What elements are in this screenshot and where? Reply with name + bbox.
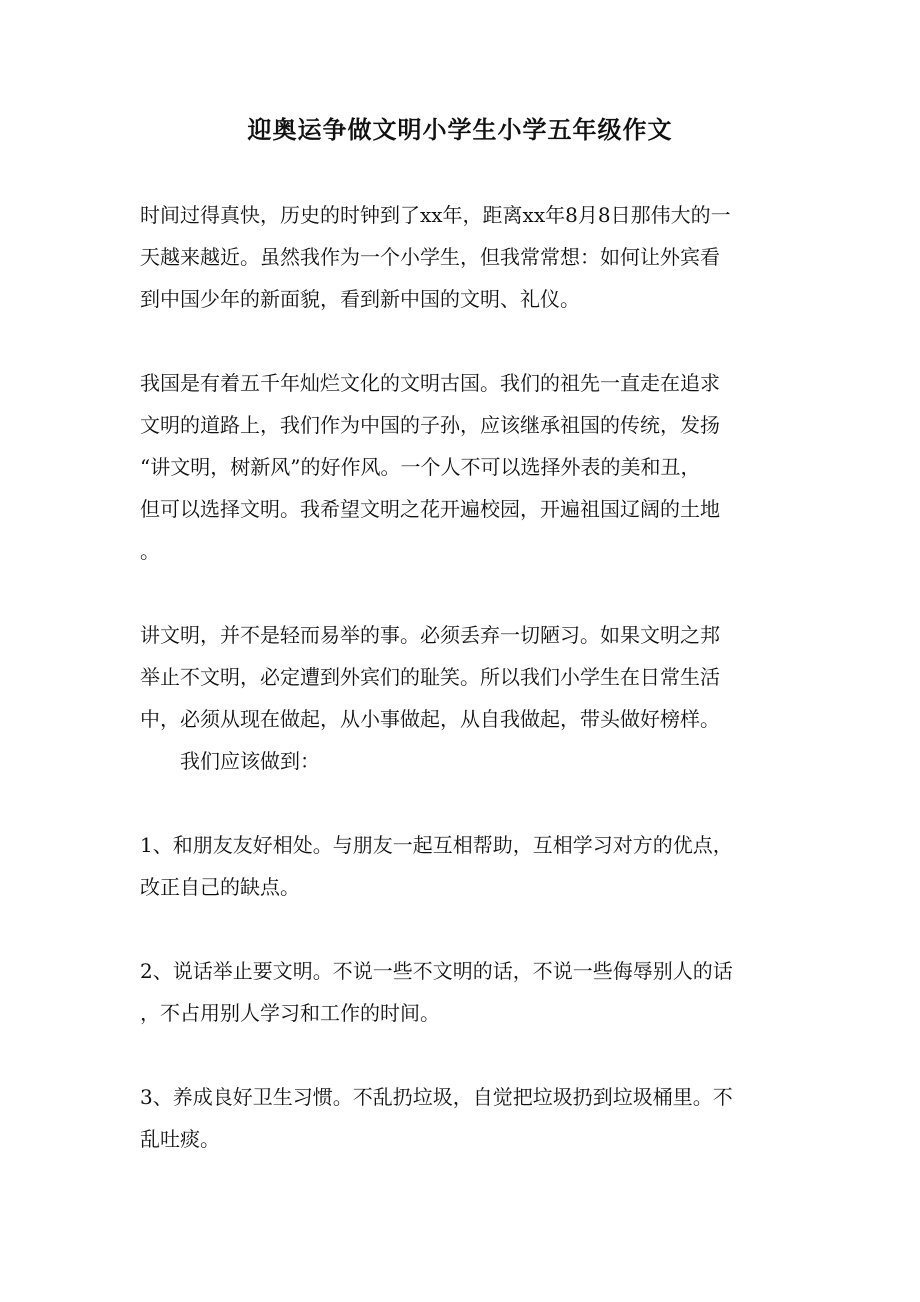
paragraph-line: 讲文明，并不是轻而易举的事。必须丢弃一切陋习。如果文明之邦: [140, 623, 720, 647]
paragraph-line: 中，必须从现在做起，从小事做起，从自我做起，带头做好榜样。: [140, 707, 720, 731]
list-item-3: [140, 1076, 780, 1160]
list-item-2: [140, 950, 780, 1034]
paragraph-line-indented: 我们应该做到：: [180, 749, 320, 773]
list-item-1: [140, 824, 780, 908]
paragraph-line: “讲文明，树新风”的好作风。一个人不可以选择外表的美和丑，: [140, 455, 701, 479]
paragraph-line: 1、和朋友友好相处。与朋友一起互相帮助，互相学习对方的优点，: [140, 833, 733, 857]
paragraph-line: 乱吐痰。: [140, 1127, 220, 1151]
paragraph-line: 我国是有着五千年灿烂文化的文明古国。我们的祖先一直走在追求: [140, 371, 720, 395]
paragraph-line: 但可以选择文明。我希望文明之花开遍校园，开遍祖国辽阔的土地: [140, 497, 720, 521]
document-title: 迎奥运争做文明小学生小学五年级作文: [247, 115, 673, 144]
paragraph-line: 到中国少年的新面貌，看到新中国的文明、礼仪。: [140, 287, 580, 311]
paragraph-line: 文明的道路上，我们作为中国的子孙，应该继承祖国的传统，发扬: [140, 413, 720, 437]
paragraph-3: [140, 614, 780, 782]
paragraph-line: 2、说话举止要文明。不说一些不文明的话，不说一些侮辱别人的话: [140, 959, 733, 983]
paragraph-2: [140, 362, 780, 572]
paragraph-line: 时间过得真快，历史的时钟到了xx年，距离xx年8月8日那伟大的一: [140, 203, 731, 227]
paragraph-line: 改正自己的缺点。: [140, 875, 300, 899]
paragraph-line: 3、养成良好卫生习惯。不乱扔垃圾，自觉把垃圾扔到垃圾桶里。不: [140, 1085, 733, 1109]
paragraph-line: 举止不文明，必定遭到外宾们的耻笑。所以我们小学生在日常生活: [140, 665, 720, 689]
paragraph-line: ，不占用别人学习和工作的时间。: [140, 1001, 440, 1025]
paragraph-1: [140, 194, 780, 320]
paragraph-line: 。: [140, 539, 160, 563]
paragraph-line: 天越来越近。虽然我作为一个小学生，但我常常想：如何让外宾看: [140, 245, 720, 269]
